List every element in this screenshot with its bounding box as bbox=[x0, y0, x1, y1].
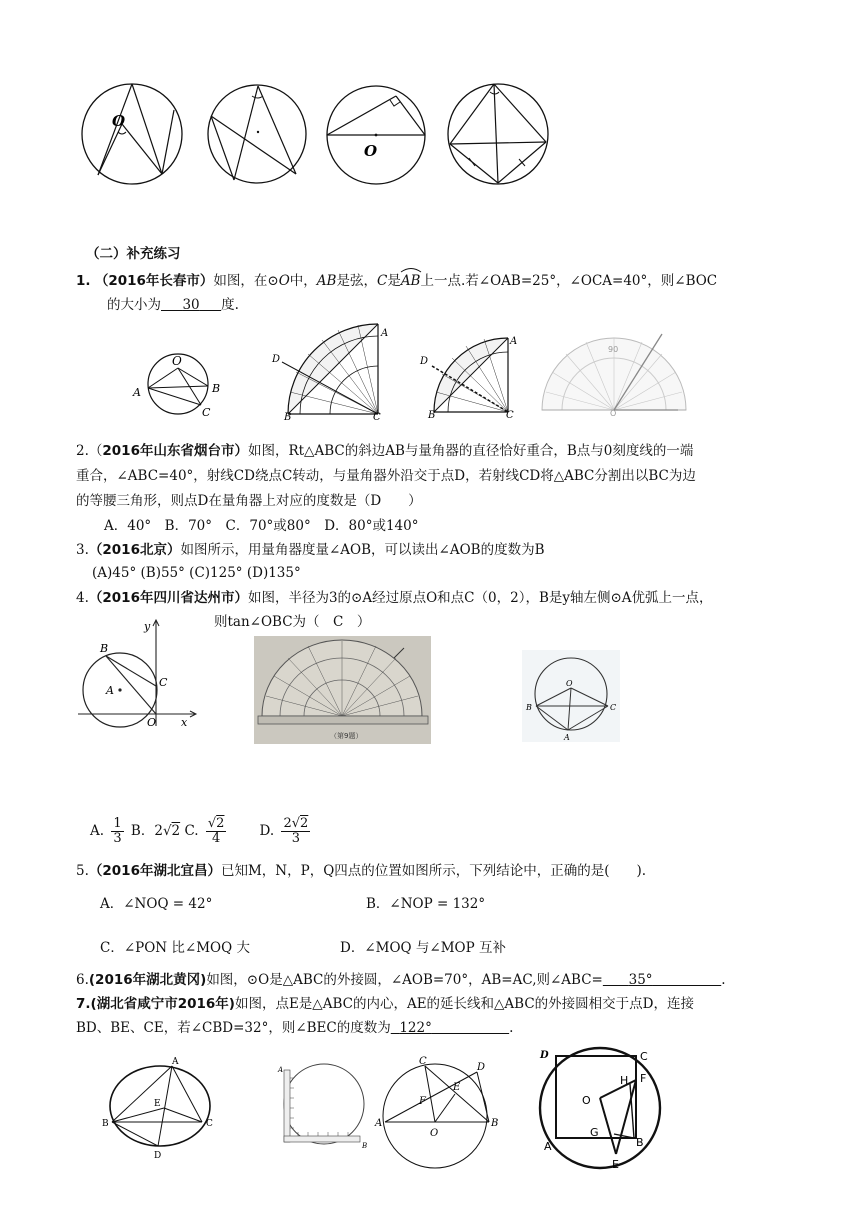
q2-number: 2.（ bbox=[76, 443, 103, 459]
svg-text:A: A bbox=[544, 1140, 552, 1153]
svg-text:O: O bbox=[430, 1128, 439, 1139]
svg-text:B: B bbox=[284, 412, 292, 423]
q6-answer: 35° bbox=[628, 972, 653, 988]
question-1: 1. （2016年长春市）如图，在⊙O中，AB是弦，C是AB 上一点.若∠OAB=25°，∠OCA=40°，则∠BOC bbox=[76, 270, 717, 292]
svg-text:D: D bbox=[420, 356, 429, 367]
svg-text:A: A bbox=[133, 386, 141, 399]
svg-text:C: C bbox=[373, 412, 381, 423]
q1-number: 1. bbox=[76, 273, 91, 289]
label-O: O bbox=[112, 112, 126, 130]
q5-number: 5. bbox=[76, 863, 89, 879]
q3-source: （2016北京） bbox=[88, 542, 181, 558]
svg-text:B: B bbox=[526, 703, 532, 712]
q1-answer: 30 bbox=[182, 297, 200, 313]
q6-number: 6. bbox=[76, 972, 89, 988]
q3-number: 3. bbox=[76, 542, 89, 558]
svg-text:C: C bbox=[202, 406, 211, 419]
sqrt-symbol: √2 bbox=[162, 823, 181, 839]
figure-protractor-photo bbox=[254, 636, 431, 744]
q3-options: (A)45° (B)55° (C)125° (D)135° bbox=[92, 565, 301, 581]
svg-text:A: A bbox=[564, 733, 570, 742]
svg-text:A: A bbox=[375, 1118, 383, 1129]
q5-source: （2016年湖北宜昌） bbox=[88, 863, 221, 879]
svg-text:A: A bbox=[510, 336, 518, 347]
svg-text:E: E bbox=[612, 1158, 619, 1171]
question-2: 2.（2016年山东省烟台市）如图，Rt△ABC的斜边AB与量角器的直径恰好重合，B点与0刻度线的一端 bbox=[76, 443, 694, 459]
svg-text:B: B bbox=[102, 1119, 109, 1129]
svg-text:C: C bbox=[640, 1050, 648, 1063]
svg-text:B: B bbox=[362, 1142, 368, 1150]
question-7: 7.(湖北省咸宁市2016年)如图，点E是△ABC的内心，AE的延长线和△ABC的外接圆相交于点D，连接 bbox=[76, 996, 694, 1012]
fraction-one-third: $\frac{1}{3}$ bbox=[113, 816, 122, 846]
svg-text:G: G bbox=[590, 1126, 599, 1139]
figure-circle-4 bbox=[446, 82, 550, 186]
svg-text:E: E bbox=[154, 1099, 161, 1109]
svg-text:O: O bbox=[147, 716, 157, 729]
q2-line3: 的等腰三角形，则点D在量角器上对应的度数是（D ） bbox=[76, 493, 422, 509]
q1-line2: 的大小为 30 度. bbox=[107, 297, 239, 313]
svg-text:O: O bbox=[610, 409, 617, 418]
svg-text:B: B bbox=[212, 382, 221, 395]
label-O: O bbox=[364, 142, 378, 160]
svg-text:90: 90 bbox=[608, 345, 619, 354]
svg-text:B: B bbox=[428, 410, 436, 421]
svg-text:B: B bbox=[100, 642, 109, 655]
q1-source: （2016年长春市） bbox=[94, 273, 214, 289]
svg-text:H: H bbox=[620, 1074, 629, 1087]
svg-text:F: F bbox=[419, 1096, 426, 1107]
svg-text:C: C bbox=[419, 1056, 427, 1067]
figure-circle-2 bbox=[206, 82, 308, 186]
q2-options: A．40° B．70° C．70°或80° D．80°或140° bbox=[104, 518, 419, 534]
q7-answer: 122° bbox=[399, 1020, 432, 1036]
svg-text:O: O bbox=[566, 679, 573, 688]
q7-source: (湖北省咸宁市2016年) bbox=[90, 996, 235, 1012]
svg-text:O: O bbox=[582, 1094, 591, 1107]
figure-circle-1 bbox=[80, 82, 185, 187]
figure-q1-circle bbox=[128, 348, 224, 419]
figure-q7-semicircle bbox=[375, 1056, 500, 1170]
question-5: 5.（2016年湖北宜昌）已知M，N，P，Q四点的位置如图所示，下列结论中，正确的是( ). bbox=[76, 863, 647, 879]
figure-circle-ruler bbox=[278, 1062, 368, 1150]
q7-number: 7. bbox=[76, 996, 91, 1012]
svg-text:C: C bbox=[610, 703, 617, 712]
q5-option-a: A．∠NOQ = 42° bbox=[100, 896, 213, 912]
svg-text:D: D bbox=[154, 1151, 162, 1161]
svg-text:O: O bbox=[172, 354, 182, 368]
q4-source: （2016年四川省达州市） bbox=[88, 590, 248, 606]
figure-q3-protractor bbox=[538, 330, 688, 416]
section-title: （二）补充练习 bbox=[86, 246, 181, 262]
q7-line2: BD、BE、CE，若∠CBD=32°，则∠BEC的度数为 122° . bbox=[76, 1020, 514, 1036]
svg-text:B: B bbox=[636, 1136, 644, 1149]
q4-line2: 则tan∠OBC为（ C ） bbox=[214, 614, 371, 630]
fraction-2sqrt2-over-3: $\frac{2√2}{3}$ bbox=[283, 816, 309, 846]
figure-circle-q6 bbox=[522, 650, 620, 742]
fraction-sqrt2-over-4: $\frac{√2}{4}$ bbox=[207, 816, 225, 846]
q5-option-b: B．∠NOP = 132° bbox=[366, 896, 486, 912]
svg-text:A: A bbox=[106, 684, 114, 697]
q2-source: 2016年山东省烟台市） bbox=[102, 443, 248, 459]
svg-text:F: F bbox=[640, 1072, 647, 1085]
figure-q2-protractor bbox=[270, 322, 390, 423]
svg-text:D: D bbox=[272, 354, 281, 365]
q2-line2: 重合，∠ABC=40°，射线CD绕点C转动，与量角器外沿交于点D，若射线CD将△ABC分割出以BC为边 bbox=[76, 468, 696, 484]
figure-circle-3 bbox=[324, 84, 428, 186]
svg-text:y: y bbox=[144, 620, 151, 633]
question-6: 6.(2016年湖北黄冈)如图，⊙O是△ABC的外接圆，∠AOB=70°，AB=AC,则∠ABC= 35° . bbox=[76, 972, 726, 988]
svg-text:x: x bbox=[181, 716, 188, 729]
svg-text:C: C bbox=[506, 410, 514, 421]
q5-option-c: C．∠PON 比∠MOQ 大 bbox=[100, 940, 250, 956]
svg-text:B: B bbox=[491, 1118, 499, 1129]
figure-q2-protractor-2 bbox=[418, 330, 518, 421]
svg-text:A: A bbox=[278, 1066, 284, 1074]
svg-text:E: E bbox=[453, 1082, 461, 1093]
svg-text:（第9题）: （第9题） bbox=[330, 732, 363, 740]
figure-square-circle bbox=[534, 1046, 664, 1174]
arc-AB: AB bbox=[401, 270, 421, 292]
q5-option-d: D．∠MOQ 与∠MOP 互补 bbox=[340, 940, 506, 956]
figure-q4-coordinate bbox=[76, 616, 198, 728]
q4-number: 4. bbox=[76, 590, 89, 606]
svg-text:D: D bbox=[477, 1062, 486, 1073]
svg-text:D: D bbox=[540, 1050, 549, 1061]
question-4: 4.（2016年四川省达州市）如图，半径为3的⊙A经过原点O和点C（0，2），B是y轴左侧⊙A优弧上一点， bbox=[76, 590, 713, 606]
question-3: 3.（2016北京）如图所示，用量角器度量∠AOB，可以读出∠AOB的度数为B bbox=[76, 542, 545, 558]
q4-options: A. $\frac{1}{3}$ B．2√2 C. $\frac{√2}{4}$ D. $\frac{2√2}{3}$ bbox=[90, 816, 309, 846]
svg-text:A: A bbox=[172, 1057, 179, 1067]
figure-q7-ellipse bbox=[100, 1054, 220, 1162]
svg-text:C: C bbox=[159, 676, 168, 689]
q6-source: (2016年湖北黄冈) bbox=[88, 972, 207, 988]
svg-text:A: A bbox=[381, 328, 389, 339]
svg-text:C: C bbox=[206, 1119, 213, 1129]
